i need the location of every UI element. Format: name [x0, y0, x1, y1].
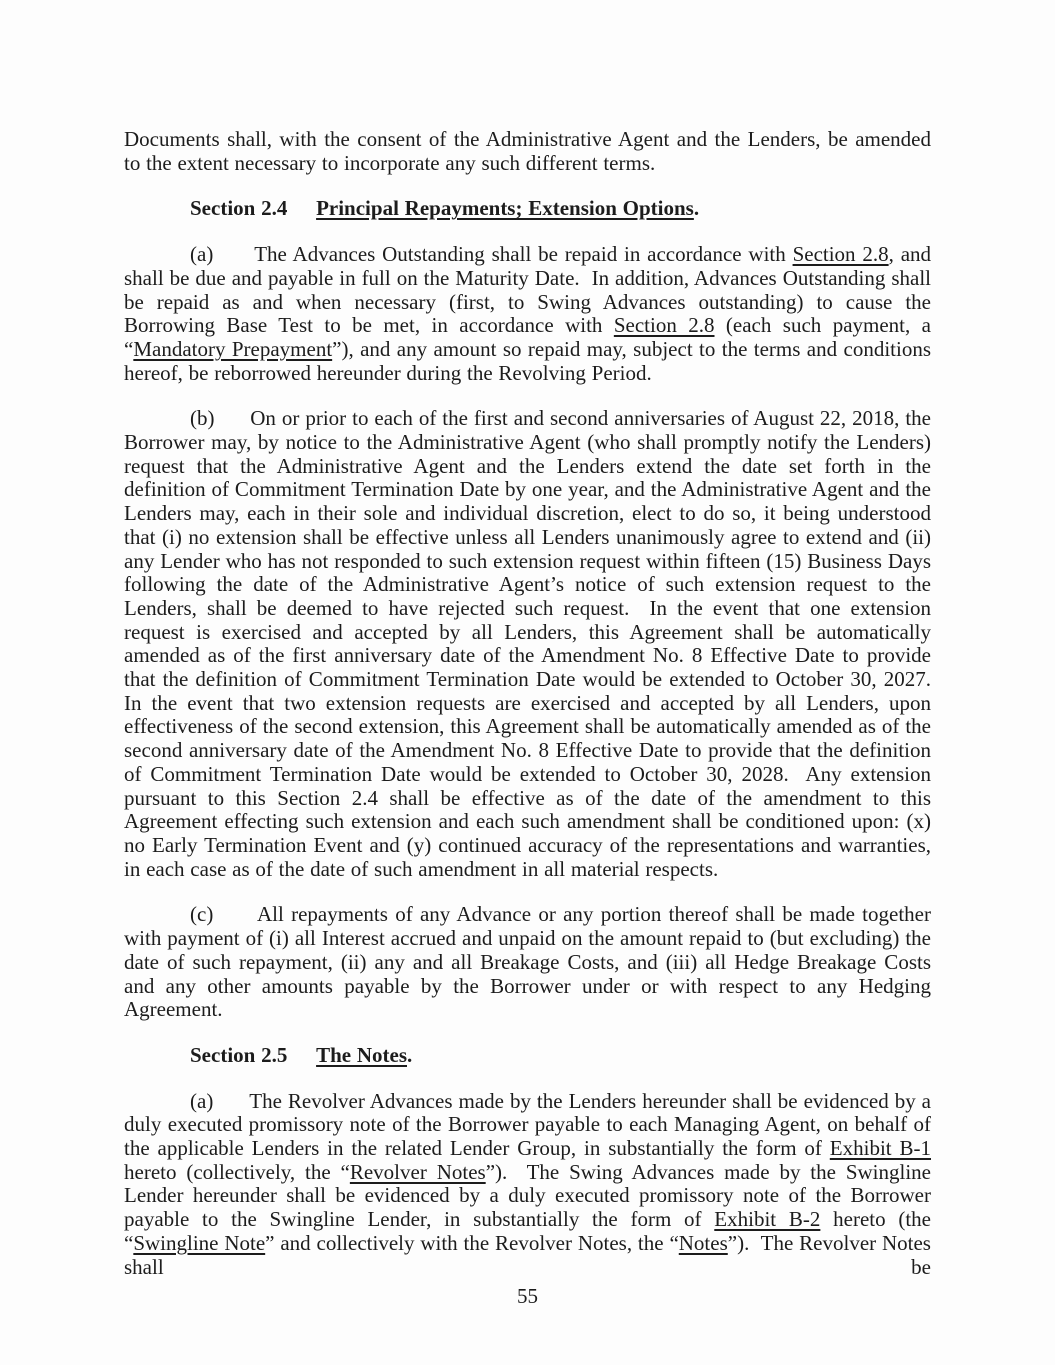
text-run: Principal Repayments; Extension Options	[316, 196, 694, 221]
text-run: Swingline Note	[133, 1230, 266, 1255]
text-run: Exhibit B-2	[714, 1207, 821, 1232]
text-run: hereto (the “	[124, 1207, 931, 1255]
text-run: (a)	[190, 1088, 214, 1113]
text-run	[287, 1043, 316, 1067]
text-run: hereto (collectively, the “	[124, 1159, 350, 1184]
text-run: Documents shall, with the consent of the Administrative Agent and the Lenders, be amended to the extent necessary to incorporate any such different terms.	[124, 127, 931, 175]
text-run: On or prior to each of the first and second anniversaries of August 22, 2018, the Borrower may, by notice to the Administrative Agent (who shall promptly notify the Lenders) request that the Administrative Agent and the Lenders extend the date set forth in the definition of Commitment Termination Date by one year, and the Administrative Agent and the Lenders may, each in their sole and individual discretion, elect to do so, it being understood that (i) no extension shall be effective unless all Lenders unanimously agree to extend and (ii) any Lender who has not responded to such extension request within fifteen (15) Business Days following the date of the Administrative Agent’s notice of such extension request to the Lenders, shall be deemed to have rejected such request. In the event that one extension request is exercised and accepted by all Lenders, this Agreement shall be automatically amended as of the first anniversary date of the Amendment No. 8 Effective Date to provide that the definition of Commitment Termination Date would be extended to October 30, 2027. In the event that two extension requests are exercised and accepted by all Lenders, upon effectiveness of the second extension, this Agreement shall be automatically amended as of the second anniversary date of the Amendment No. 8 Effective Date to provide that the definition of Commitment Termination Date would be extended to October 30, 2028. Any extension pursuant to this Section 2.4 shall be effective as of the date of the amendment to this Agreement effecting such extension and each such amendment shall be conditioned upon: (x) no Early Termination Event and (y) continued accuracy of the representations and warranties, in each case as of the date of such amendment in all material respects.	[124, 406, 931, 881]
paragraph-2-4-c	[124, 903, 931, 1022]
text-run: (b)	[190, 406, 215, 431]
text-run: .	[693, 196, 700, 221]
text-run: (each such payment, a “	[124, 313, 931, 361]
text-run: ”). The Revolver Notes shall be	[124, 1230, 931, 1279]
page-number: 55	[517, 1284, 538, 1309]
text-run: The Notes	[316, 1042, 407, 1067]
paragraph-2-4-b	[124, 407, 931, 881]
text-run: The Advances Outstanding shall be repaid in accordance with	[254, 242, 793, 267]
text-run: All repayments of any Advance or any portion thereof shall be made together with payment of (i) all Interest accrued and unpaid on the amount repaid to (but excluding) the date of such repayment, (ii) any and all Breakage Costs, and (iii) all Hedge Breakage Costs and any other amounts payable by the Borrower under or with respect to any Hedging Agreement.	[124, 902, 931, 1022]
text-run	[213, 902, 257, 926]
text-run: Section 2.8	[613, 313, 715, 338]
text-run: (c)	[190, 902, 214, 927]
text-run: Revolver Notes	[349, 1159, 486, 1184]
text-run: .	[407, 1042, 413, 1067]
paragraph-2-5-a	[124, 1090, 931, 1280]
text-run: (a)	[190, 242, 214, 267]
text-run: ”), and any amount so repaid may, subject to the terms and conditions hereof, be reborrowed hereunder during the Revolving Period.	[124, 336, 931, 385]
text-run	[287, 196, 316, 220]
text-run: The Revolver Advances made by the Lenders hereunder shall be evidenced by a duly executed promissory note of the Borrower payable to each Managing Agent, on behalf of the applicable Lenders in the related Lender Group, in substantially the form of	[124, 1088, 932, 1161]
text-run: Mandatory Prepayment	[133, 336, 333, 361]
text-run: ”). The Swing Advances made by the Swingline Lender hereunder shall be evidenced by a duly executed promissory note of the Borrower payable to the Swingline Lender, in substantially the form of	[124, 1159, 931, 1232]
paragraph-continuation	[124, 128, 931, 175]
text-run: Section 2.8	[792, 242, 889, 267]
text-run: ” and collectively with the Revolver Notes, the “	[265, 1230, 679, 1255]
text-run: Notes	[678, 1230, 728, 1255]
text-run	[213, 1089, 249, 1113]
text-run: Section 2.4	[190, 196, 288, 221]
heading-section-2-5	[124, 1044, 931, 1068]
text-run	[215, 406, 251, 430]
text-run	[213, 242, 254, 266]
heading-section-2-4	[124, 197, 931, 221]
text-run: , and shall be due and payable in full on the Maturity Date. In addition, Advances Outstanding shall be repaid as and when necessary (first, to Swing Advances outstanding) to cause the Borrowing Base Test to be met, in accordance with	[124, 242, 932, 338]
text-run: Exhibit B-1	[829, 1136, 931, 1161]
paragraph-2-4-a	[124, 243, 931, 385]
text-run: Section 2.5	[190, 1042, 288, 1067]
